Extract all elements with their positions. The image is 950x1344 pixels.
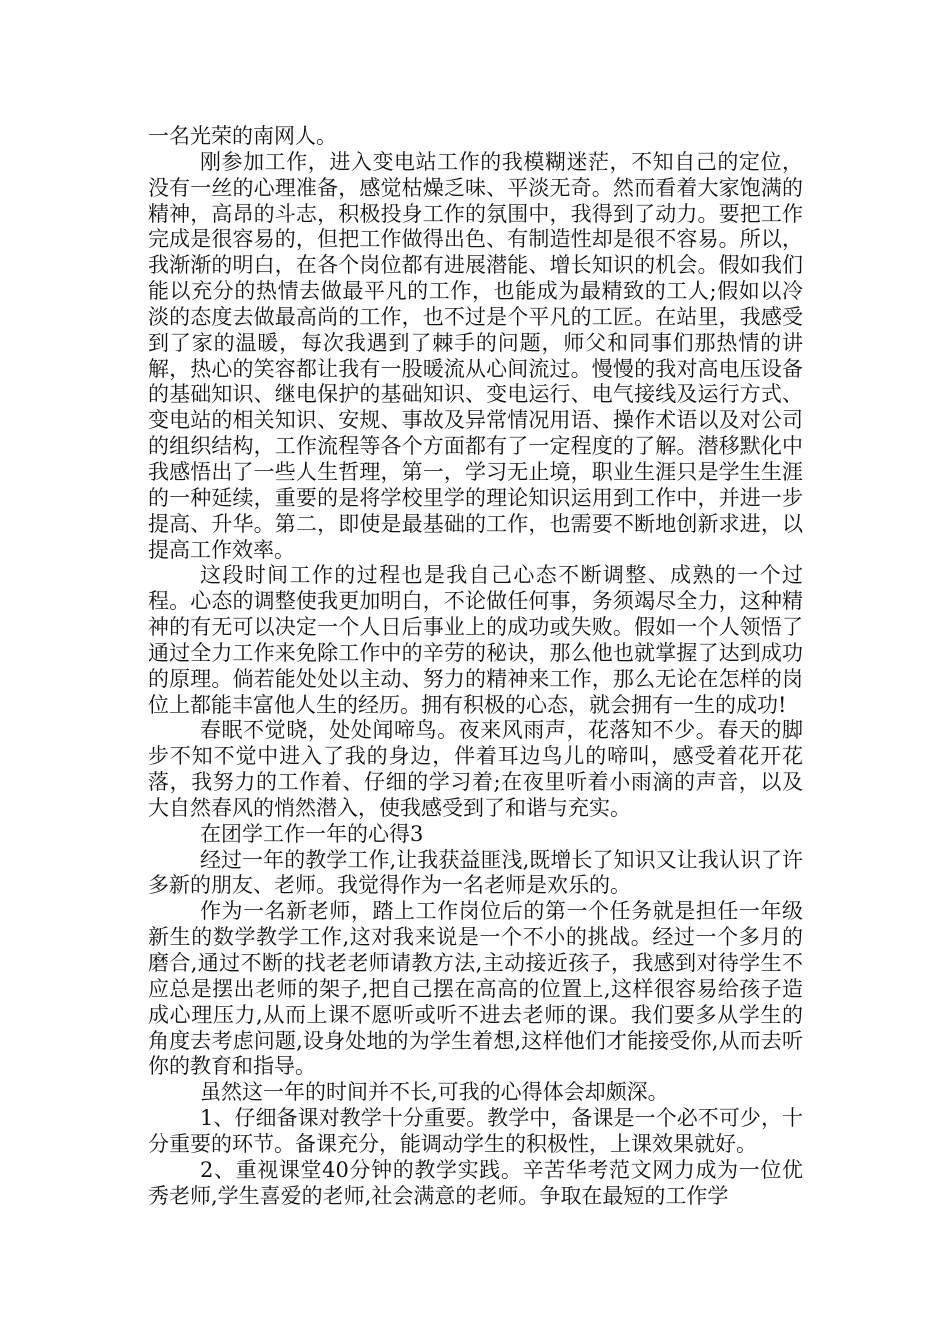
paragraph: 刚参加工作，进入变电站工作的我模糊迷茫，不知自己的定位，没有一丝的心理准备，感觉枯燥乏味、平淡无奇。然而看着大家饱满的精神，高昂的斗志，积极投身工作的氛围中，我得到了动力。要把工作完成是很容易的，但把工作做得出色、有制造性却是很不容易。所以，我渐渐的明白，在各个岗位都有进展潜能、增长知识的机会。假如我们能以充分的热情去做最平凡的工作，也能成为最精致的工人;假如以冷淡的态度去做最高尚的工作，也不过是个平凡的工匠。在站里，我感受到了家的温暖，每次我遇到了棘手的问题，师父和同事们那热情的讲解，热心的笑容都让我有一股暖流从心间流过。慢慢的我对高电压设备的基础知识、继电保护的基础知识、变电运行、电气接线及运行方式、变电站的相关知识、安规、事故及异常情况用语、操作术语以及对公司的组织结构，工作流程等各个方面都有了一定程度的了解。潜移默化中我感悟出了一些人生哲理，第一，学习无止境，职业生涯只是学生生涯的一种延续，重要的是将学校里学的理论知识运用到工作中，并进一步提高、升华。第二，即使是最基础的工作，也需要不断地创新求进，以提高工作效率。 [148, 149, 803, 562]
paragraph: 作为一名新老师，踏上工作岗位后的第一个任务就是担任一年级新生的数学教学工作,这对我来说是一个不小的挑战。经过一个多月的磨合,通过不断的找老老师请教方法,主动接近孩子，我感到对待学生不应总是摆出老师的架子,把自己摆在高高的位置上,这样很容易给孩子造成心理压力,从而上课不愿听或听不进去老师的课。我们要多从学生的角度去考虑问题,设身处地的为学生着想,这样他们才能接受你,从而去听你的教育和指导。 [148, 899, 803, 1079]
paragraph: 虽然这一年的时间并不长,可我的心得体会却颇深。 [200, 1080, 669, 1105]
paragraph: 这段时间工作的过程也是我自己心态不断调整、成熟的一个过程。心态的调整使我更加明白，不论做任何事，务须竭尽全力，这种精神的有无可以决定一个人日后事业上的成功或失败。假如一个人领悟了通过全力工作来免除工作中的辛劳的秘诀，那么他也就掌握了达到成功的原理。倘若能处处以主动、努力的精神来工作，那么无论在怎样的岗位上都能丰富他人生的经历。拥有积极的心态，就会拥有一生的成功! [148, 563, 803, 717]
section-heading: 在团学工作一年的心得3 [200, 821, 424, 846]
paragraph: 经过一年的教学工作,让我获益匪浅,既增长了知识又让我认识了许多新的朋友、老师。我觉得作为一名老师是欢乐的。 [148, 847, 803, 898]
paragraph: 一名光荣的南网人。 [148, 124, 337, 148]
paragraph: 春眠不觉晓，处处闻啼鸟。夜来风雨声，花落知不少。春天的脚步不知不觉中进入了我的身边，伴着耳边鸟儿的啼叫，感受着花开花落，我努力的工作着、仔细的学习着;在夜里听着小雨滴的声音，以及大自然春风的悄然潜入，使我感受到了和谐与充实。 [148, 718, 803, 820]
document-body [148, 124, 803, 1209]
paragraph: 1、仔细备课对教学十分重要。教学中，备课是一个必不可少，十分重要的环节。备课充分，能调动学生的积极性，上课效果就好。 [148, 1106, 803, 1156]
paragraph: 2、重视课堂40分钟的教学实践。辛苦华考范文网力成为一位优秀老师,学生喜爱的老师,社会满意的老师。争取在最短的工作学 [148, 1157, 803, 1208]
